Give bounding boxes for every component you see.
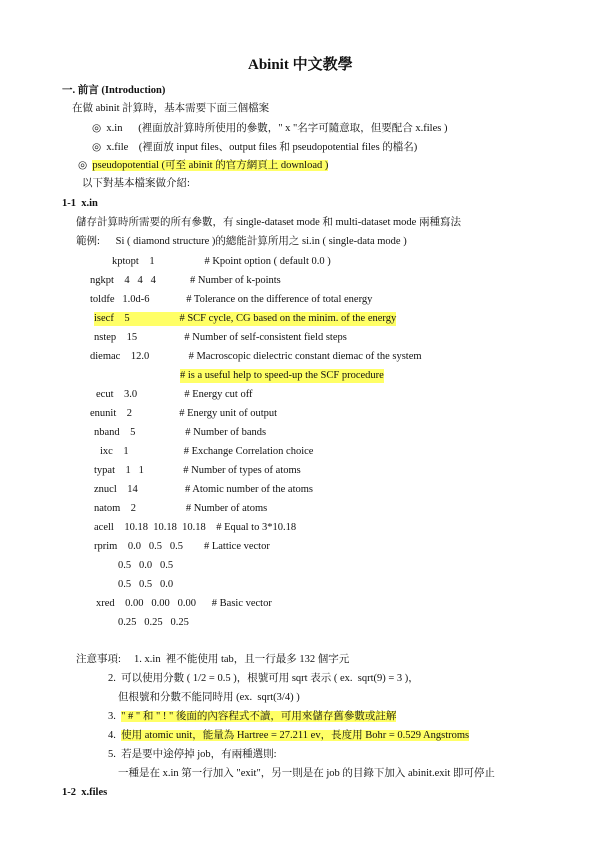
param-line: nstep 15 # Number of self-consistent field steps	[94, 332, 347, 343]
note-3-highlight: " # " 和 " ! " 後面的內容程式不讀，可用來儲存舊參數或註解	[121, 711, 397, 722]
section-heading-xin: 1-1 x.in	[62, 198, 98, 209]
note-2-continued: 但根號和分數不能同時用 (ex. sqrt(3/4) )	[118, 692, 300, 703]
file-item-xin: ◎ x.in (裡面放計算時所使用的參數，" x "名字可隨意取，但要配合 x.files )	[92, 123, 448, 134]
param-line: 0.25 0.25 0.25	[118, 617, 189, 628]
param-line: typat 1 1 # Number of types of atoms	[94, 465, 301, 476]
param-line: kptopt 1 # Kpoint option ( default 0.0 )	[112, 256, 331, 267]
intro-followup: 以下對基本檔案做介紹:	[82, 178, 190, 189]
note-1: 注意事項: 1. x.in 裡不能使用 tab，且一行最多 132 個字元	[76, 654, 350, 665]
note-3-number: 3.	[108, 711, 116, 722]
param-line: diemac 12.0 # Macroscopic dielectric constant diemac of the system	[90, 351, 422, 362]
note-5-continued: 一種是在 x.in 第一行加入 "exit"，另一則是在 job 的目錄下加入 abinit.exit 即可停止	[118, 768, 495, 779]
param-line: xred 0.00 0.00 0.00 # Basic vector	[96, 598, 272, 609]
xin-example: 範例: Si ( diamond structure )的總能計算所用之 si.in ( single-data mode )	[76, 236, 407, 247]
xin-description: 儲存計算時所需要的所有參數，有 single-dataset mode 和 multi-dataset mode 兩種寫法	[76, 217, 461, 228]
note-5: 5. 若是要中途停掉 job，有兩種選則:	[108, 749, 277, 760]
param-line: nband 5 # Number of bands	[94, 427, 267, 438]
param-line-highlighted: isecf 5 # SCF cycle, CG based on the minim. of the energy	[94, 313, 397, 324]
intro-line: 在做 abinit 計算時，基本需要下面三個檔案	[72, 103, 270, 114]
param-line: 0.5 0.5 0.0	[118, 579, 174, 590]
pseudopotential-highlight: pseudopotential (可至 abinit 的官方網頁上 download )	[92, 160, 329, 171]
param-line: ngkpt 4 4 4 # Number of k-points	[90, 275, 281, 286]
param-line: acell 10.18 10.18 10.18 # Equal to 3*10.18	[94, 522, 297, 533]
file-item-xfile: ◎ x.file (裡面放 input files、output files 和 pseudopotential files 的檔名)	[92, 142, 418, 153]
note-4-highlight: 使用 atomic unit，能量為 Hartree = 27.211 ev，長度用 Bohr = 0.529 Angstroms	[121, 730, 470, 741]
note-2: 2. 可以使用分數 ( 1/2 = 0.5 )，根號可用 sqrt 表示 ( ex. sqrt(9) = 3 )，	[108, 673, 419, 684]
param-line: ixc 1 # Exchange Correlation choice	[100, 446, 314, 457]
param-line: rprim 0.0 0.5 0.5 # Lattice vector	[94, 541, 270, 552]
param-line: ecut 3.0 # Energy cut off	[96, 389, 253, 400]
section-heading-xfiles: 1-2 x.files	[62, 787, 108, 798]
param-line: natom 2 # Number of atoms	[94, 503, 268, 514]
page-title: Abinit 中文教學	[248, 57, 353, 73]
note-4-number: 4.	[108, 730, 116, 741]
bullet-icon: ◎	[78, 160, 88, 171]
section-heading-introduction: 一. 前言 (Introduction)	[62, 85, 166, 96]
param-comment-highlighted: # is a useful help to speed-up the SCF procedure	[180, 370, 384, 381]
note-3	[108, 710, 396, 724]
file-item-pseudopotential	[78, 159, 328, 173]
param-line: znucl 14 # Atomic number of the atoms	[94, 484, 314, 495]
note-4	[108, 729, 469, 743]
param-line: toldfe 1.0d-6 # Tolerance on the difference of total energy	[90, 294, 373, 305]
param-line: 0.5 0.0 0.5	[118, 560, 174, 571]
param-line: enunit 2 # Energy unit of output	[90, 408, 278, 419]
